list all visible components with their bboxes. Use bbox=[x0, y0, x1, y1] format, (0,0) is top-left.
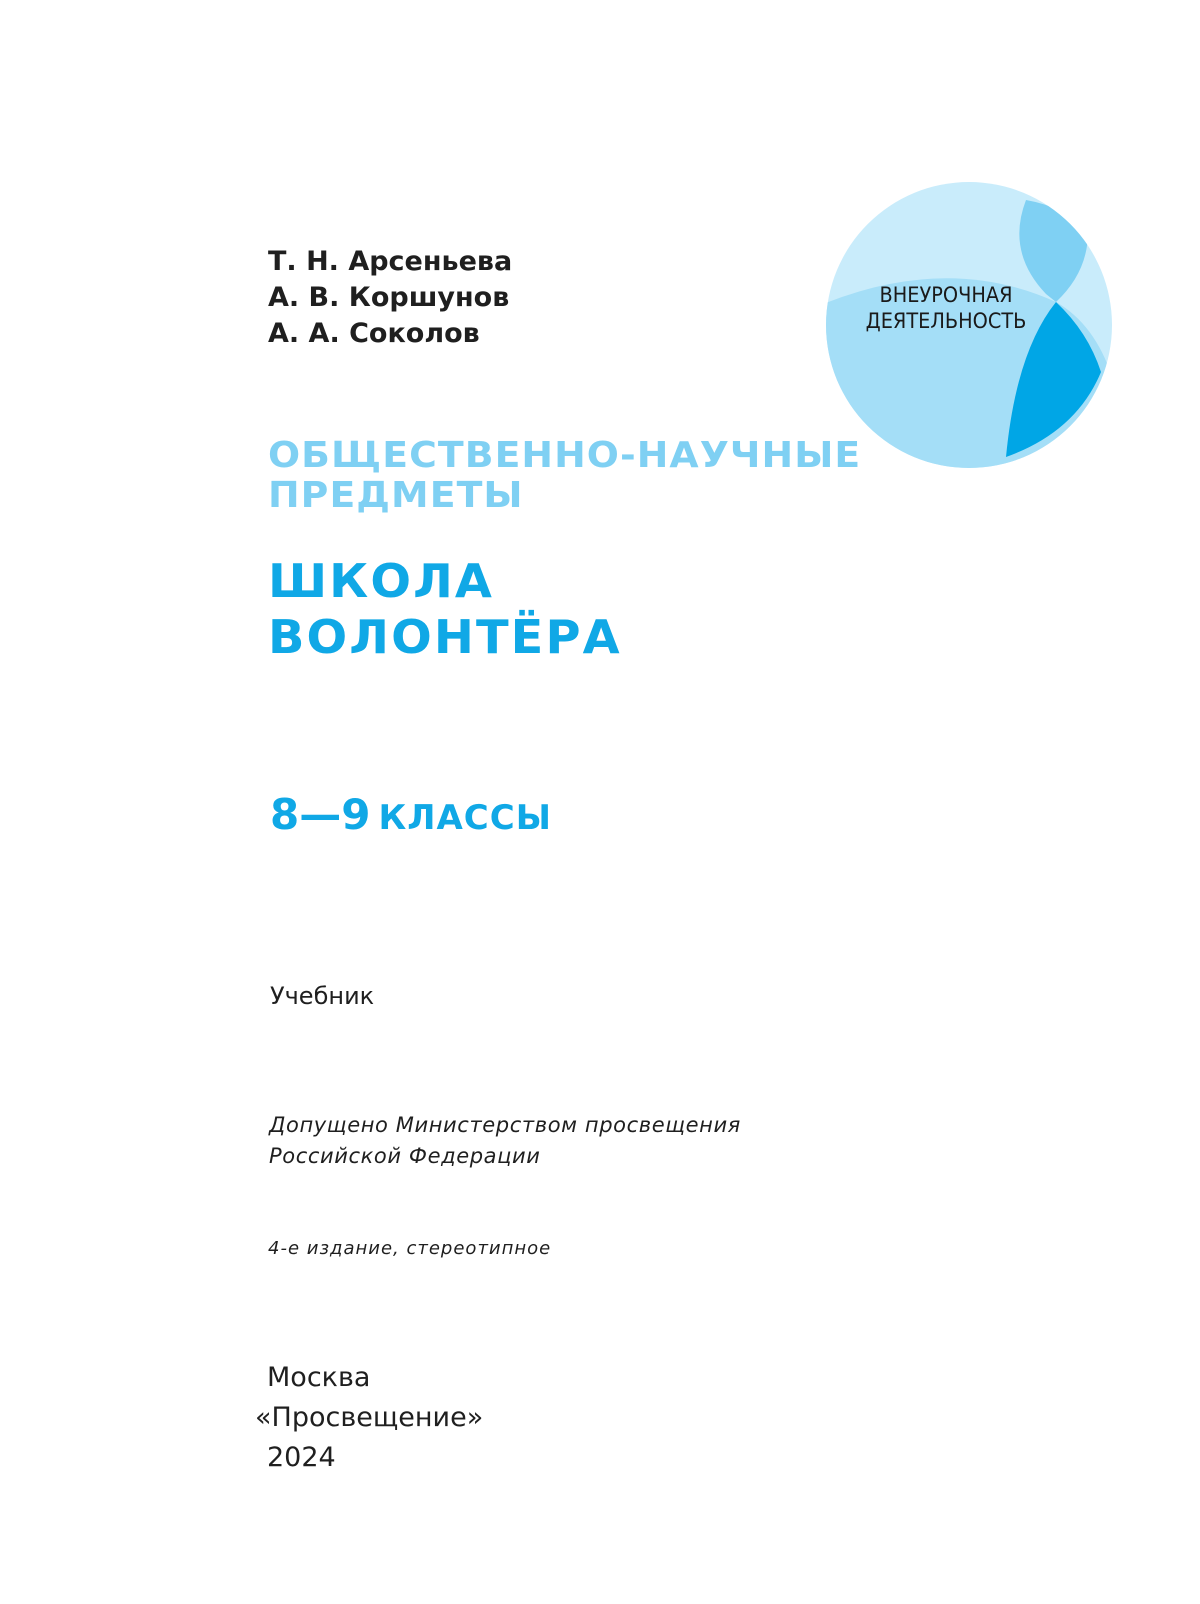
grade-label: КЛАССЫ bbox=[378, 798, 552, 838]
title-line-2: ВОЛОНТЁРА bbox=[268, 610, 622, 664]
approval-line-1: Допущено Министерством просвещения bbox=[269, 1113, 741, 1137]
approval-line-2: Российской Федерации bbox=[269, 1144, 541, 1168]
author-2: А. В. Коршунов bbox=[268, 282, 510, 313]
author-1: Т. Н. Арсеньева bbox=[268, 246, 513, 277]
publisher-city: Москва bbox=[267, 1362, 371, 1393]
subject-line-1: ОБЩЕСТВЕННО-НАУЧНЫЕ bbox=[268, 435, 862, 476]
document-type: Учебник bbox=[270, 982, 375, 1010]
grade-range bbox=[270, 790, 552, 839]
publisher-name: «Просвещение» bbox=[255, 1402, 484, 1433]
badge-label bbox=[836, 282, 1057, 334]
badge-line-1: ВНЕУРОЧНАЯ bbox=[879, 283, 1013, 307]
edition-note: 4-е издание, стереотипное bbox=[268, 1238, 552, 1259]
author-3: А. А. Соколов bbox=[268, 318, 480, 349]
ministry-approval bbox=[269, 1110, 741, 1172]
publisher-block bbox=[255, 1358, 483, 1478]
extracurricular-badge bbox=[826, 182, 1112, 468]
badge-line-2: ДЕЯТЕЛЬНОСТЬ bbox=[865, 309, 1027, 333]
publication-year: 2024 bbox=[267, 1442, 336, 1473]
title-line-1: ШКОЛА bbox=[268, 554, 495, 608]
grade-numbers: 8—9 bbox=[270, 790, 371, 839]
subject-line-2: ПРЕДМЕТЫ bbox=[268, 475, 524, 516]
authors-list bbox=[268, 244, 512, 352]
book-title bbox=[268, 553, 622, 665]
subject-heading bbox=[268, 436, 861, 516]
